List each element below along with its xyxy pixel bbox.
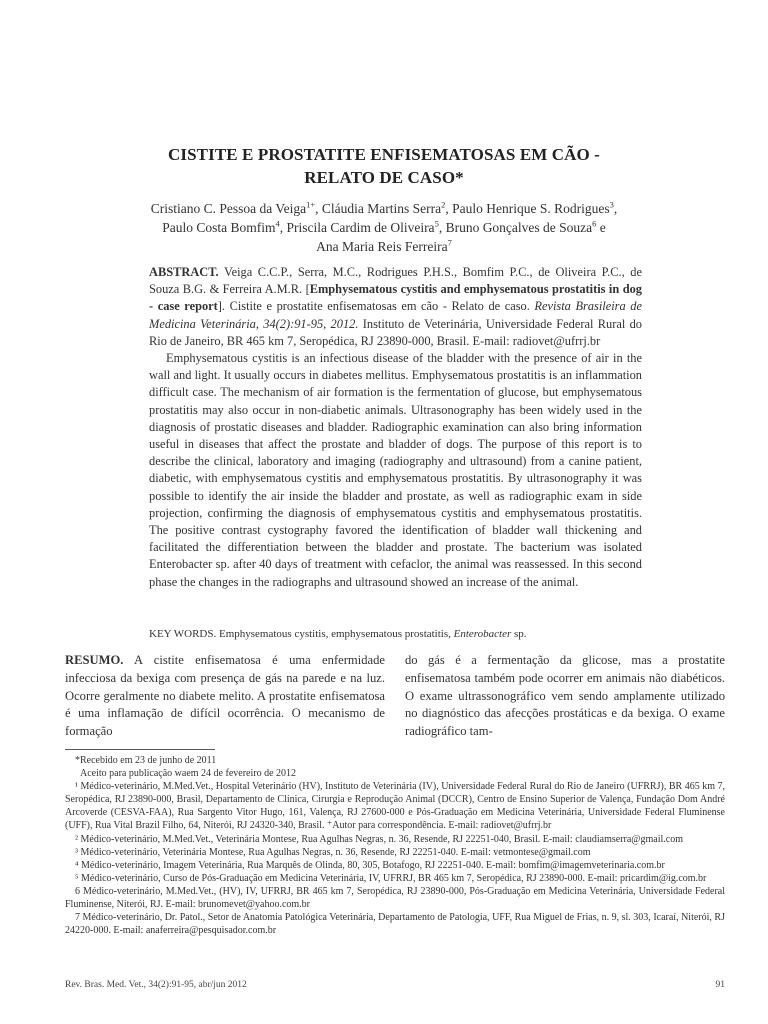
author-name: , Paulo Henrique S. Rodrigues <box>445 201 610 216</box>
footnote-4: ⁴ Médico-veterinário, Imagem Veterinária, Rua Marquês de Olinda, 80, 305, Botafogo, RJ 22251-040. E-mail: bomfim@imagemveterinaria.com.br <box>75 859 665 871</box>
author-name: , Paulo Costa Bomfim <box>162 201 618 235</box>
resumo-right-column: do gás é a fermentação da glicose, mas a prostatite enfisematosa também pode ocorrer em animais não diabéticos. O exame ultrassonográfico vem sendo amplamente utilizado no diagnóstico das afecções prostáticas e da bexiga. O exame radiográfico tam- <box>405 653 725 739</box>
keywords-text: Emphysematous cystitis, emphysematous prostatitis, <box>218 628 454 640</box>
footnote-divider <box>65 749 215 750</box>
keywords-tail: sp. <box>511 628 527 640</box>
footnotes <box>65 754 725 937</box>
resumo-left-column <box>65 652 385 741</box>
page-number: 91 <box>715 980 725 990</box>
author-name: , Cláudia Martins Serra <box>315 201 442 216</box>
author-list <box>150 199 618 256</box>
author-name: , Bruno Gonçalves de Souza <box>438 220 593 235</box>
author-affiliation-mark: 3 <box>609 199 614 210</box>
author-affiliation-mark: 4 <box>275 218 280 229</box>
abstract-citation <box>149 264 642 350</box>
abstract-label: ABSTRACT. <box>149 265 219 279</box>
author-name: e Ana Maria Reis Ferreira <box>316 220 606 254</box>
journal-reference: Revista Brasileira de Medicina Veterinária, 34(2):91-95, 2012. <box>149 299 642 331</box>
author-affiliation-mark: 1+ <box>306 199 316 210</box>
author-affiliation-mark: 2 <box>441 199 446 210</box>
footnote-1: ¹ Médico-veterinário, M.Med.Vet., Hospital Veterinário (HV), Instituto de Veterinária (IV), Universidade Federal Rural do Rio de Janeiro (UFRRJ), BR 465 km 7, Seropédica, RJ 23890-000, Brasil, Departamento de Clínica, Cirurgia e Reprodução Animal (DCCR), Centro de Ensino Superior de Valença, Fundação Dom André Arcoverde (CESVA-FAA), Rua Sargento Vitor Hugo, 161, Valença, RJ 27600-000 e Pós-Graduação em Medicina Veterinária, Universidade Federal Fluminense (UFF), Rua Vital Brazil Filho, 64, Niterói, RJ 24320-340, Brasil. ⁺Autor para correspondência. E-mail: radiovet@ufrrj.br <box>65 781 725 832</box>
footnote-3: ³ Médico-veterinário, Veterinária Montese, Rua Agulhas Negras, n. 36, Resende, RJ 22251-040. E-mail: vetmontese@gmail.com <box>75 846 591 858</box>
resumo-section <box>65 652 725 742</box>
author-affiliation-mark: 5 <box>434 218 439 229</box>
author-affiliation-mark: 7 <box>447 237 452 248</box>
footnote-2: ² Médico-veterinário, M.Med.Vet., Veterinária Montese, Rua Agulhas Negras, n. 36, Resende, RJ 22251-040, Brasil. E-mail: claudiamserra@gmail.com <box>75 833 683 845</box>
footnote-accepted: Aceito para publicação waem 24 de fevereiro de 2012 <box>80 768 297 780</box>
resumo-label: RESUMO. <box>65 653 124 667</box>
resumo-left-text: A cistite enfisematosa é uma enfermidade infecciosa da bexiga com presença de gás na parede e na luz. Ocorre geralmente no diabete melito. A prostatite enfisematosa é uma inflamação de difícil ocorrência. O mecanismo de formação <box>65 653 385 739</box>
keywords <box>149 627 642 642</box>
abstract-section <box>149 264 642 591</box>
title-line-1: CISTITE E PROSTATITE ENFISEMATOSAS EM CÃO - <box>168 145 600 164</box>
citation-portuguese-title: ]. Cistite e prostatite enfisematosas em cão - Relato de caso. <box>217 299 535 314</box>
keywords-italic: Enterobacter <box>453 628 512 640</box>
footnote-received: *Recebido em 23 de junho de 2011 <box>75 755 217 766</box>
author-name: , Priscila Cardim de Oliveira <box>279 220 435 235</box>
footnote-6: 6 Médico-veterinário, M.Med.Vet., (HV), IV, UFRRJ, BR 465 km 7, Seropédica, RJ 23890-000, Pós-Graduação em Medicina Veterinária, Universidade Federal Fluminense, Niterói, RJ. E-mail: brunomevet@yahoo.com.br <box>65 885 725 911</box>
footnote-5: ⁵ Médico-veterinário, Curso de Pós-Graduação em Medicina Veterinária, IV, UFRRJ, BR 465 km 7, Seropédica, RJ 23890-000. E-mail: pricardim@ig.com.br <box>75 872 707 884</box>
abstract-body: Emphysematous cystitis is an infectious disease of the bladder with the presence of air in the wall and light. It usually occurs in diabetes mellitus. Emphysematous prostatitis is an inflammation difficult case. The mechanism of air formation is the fermentation of glucose, but emphysematous prostatitis may also occur in non-diabetic animals. Ultrasonography has been widely used in the diagnosis of prostatic diseases and bladder. Radiographic examination can also bring information useful in diseases that affect the prostate and bladder of dogs. The purpose of this report is to describe the clinical, laboratory and imaging (radiography and ultrasound) from a canine patient, diabetic, with emphysematous cystitis and emphysematous prostatitis. By ultrasonography it was possible to identify the air inside the bladder and prostate, as well as radiographic exam in side projection, confirming the diagnosis of emphysematous cystitis and emphysematous prostatitis. The positive contrast cystography favored the identification of bladder wall thickening and facilitated the differentiation between the bladder and prostate. The bacterium was isolated Enterobacter sp. after 40 days of treatment with cefaclor, the animal was reassessed. In this second phase the changes in the radiographs and ultrasound showed an increase of the animal. <box>149 351 642 589</box>
article-title <box>100 143 668 189</box>
author-affiliation-mark: 6 <box>592 218 597 229</box>
keywords-label: KEY WORDS. <box>149 628 219 640</box>
institution-address: Instituto de Veterinária, Universidade Federal Rural do Rio de Janeiro, BR 465 km 7, Seropédica, RJ 23890-000, Brasil. E-mail: radiovet@ufrrj.br <box>149 316 642 348</box>
english-title: Emphysematous cystitis and emphysematous prostatitis in dog - case report <box>149 282 642 314</box>
footnote-7: 7 Médico-veterinário, Dr. Patol., Setor de Anatomia Patológica Veterinária, Departamento de Patologia, UFF, Rua Miguel de Frias, n. 9, sl. 303, Icaraí, Niterói, RJ 24220-000. E-mail: anaferreira@pesquisador.com.br <box>65 912 725 937</box>
journal-citation-footer: Rev. Bras. Med. Vet., 34(2):91-95, abr/jun 2012 <box>65 980 247 990</box>
author-name: Cristiano C. Pessoa da Veiga <box>150 201 307 216</box>
title-line-2: RELATO DE CASO* <box>304 168 464 187</box>
citation-authors: Veiga C.C.P., Serra, M.C., Rodrigues P.H.S., Bomfim P.C., de Oliveira P.C., de Souza B.G. & Ferreira A.M.R. [ <box>149 265 642 297</box>
